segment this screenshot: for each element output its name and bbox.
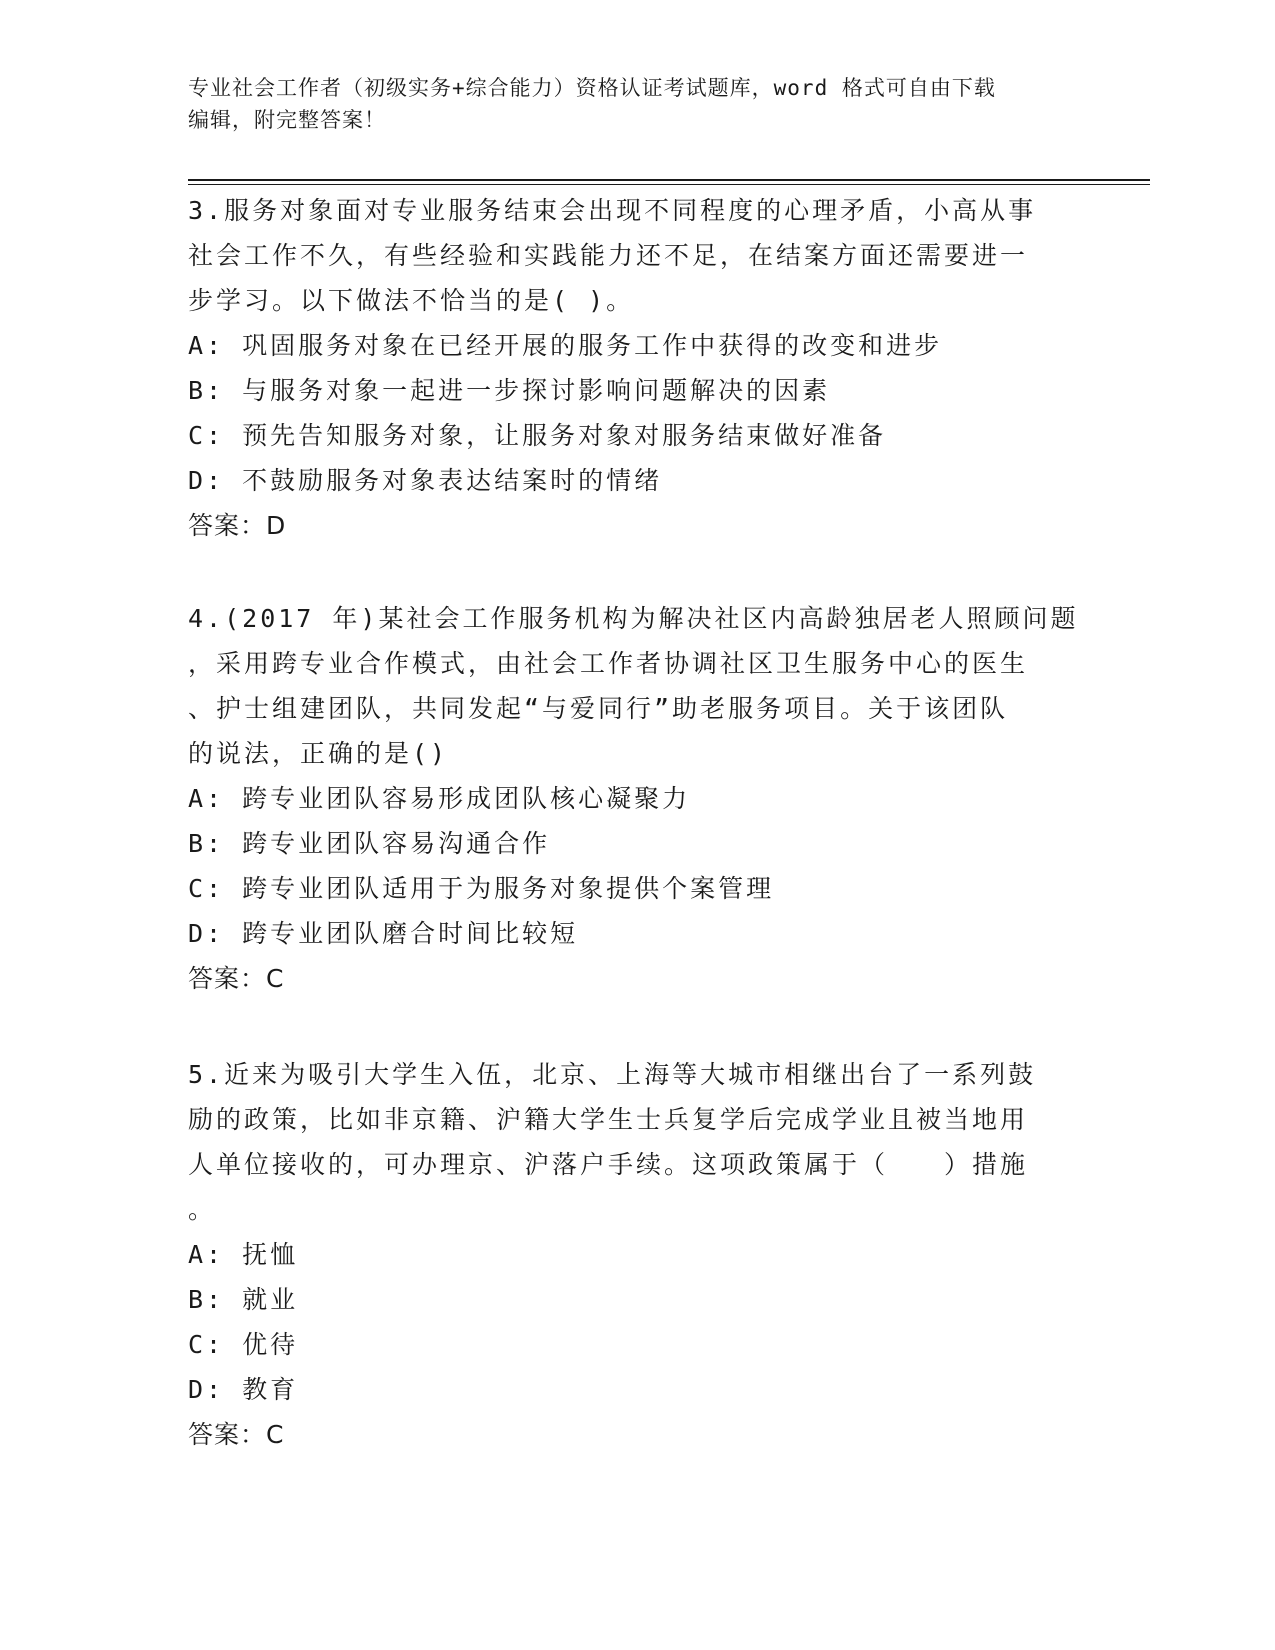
document-header bbox=[188, 72, 1088, 136]
stem-line: 步学习。以下做法不恰当的是( )。 bbox=[188, 286, 635, 315]
question-3 bbox=[188, 188, 1068, 548]
stem-line: 社会工作不久，有些经验和实践能力还不足，在结案方面还需要进一 bbox=[188, 241, 1029, 270]
stem-line: 人单位接收的，可办理京、沪落户手续。这项政策属于（ ）措施 bbox=[188, 1150, 1029, 1179]
option-c: C: 跨专业团队适用于为服务对象提供个案管理 bbox=[188, 874, 775, 903]
stem-line: 、护士组建团队，共同发起“与爱同行”助老服务项目。关于该团队 bbox=[188, 694, 1009, 723]
option-b: B: 与服务对象一起进一步探讨影响问题解决的因素 bbox=[188, 376, 831, 405]
stem-line: 4.(2017 年)某社会工作服务机构为解决社区内高龄独居老人照顾问题 bbox=[188, 604, 1079, 633]
answer-line: 答案：C bbox=[188, 1420, 285, 1449]
question-stem bbox=[188, 596, 1079, 776]
option-d: D: 教育 bbox=[188, 1375, 299, 1404]
option-a: A: 巩固服务对象在已经开展的服务工作中获得的改变和进步 bbox=[188, 331, 943, 360]
stem-line: 的说法，正确的是() bbox=[188, 739, 449, 768]
header-line-2: 编辑，附完整答案！ bbox=[188, 108, 386, 132]
option-a: A: 抚恤 bbox=[188, 1240, 299, 1269]
question-stem bbox=[188, 188, 1068, 323]
question-5 bbox=[188, 1052, 1068, 1457]
stem-line: 5.近来为吸引大学生入伍，北京、上海等大城市相继出台了一系列鼓 bbox=[188, 1060, 1037, 1089]
option-d: D: 跨专业团队磨合时间比较短 bbox=[188, 919, 579, 948]
question-4 bbox=[188, 596, 1079, 1001]
answer-line: 答案：C bbox=[188, 964, 285, 993]
stem-line: 。 bbox=[188, 1195, 217, 1224]
stem-line: 3.服务对象面对专业服务结束会出现不同程度的心理矛盾，小高从事 bbox=[188, 196, 1037, 225]
option-c: C: 预先告知服务对象，让服务对象对服务结束做好准备 bbox=[188, 421, 887, 450]
answer-line: 答案：D bbox=[188, 511, 287, 540]
header-divider-thick bbox=[188, 179, 1150, 181]
option-c: C: 优待 bbox=[188, 1330, 299, 1359]
stem-line: ，采用跨专业合作模式，由社会工作者协调社区卫生服务中心的医生 bbox=[188, 649, 1029, 678]
question-stem bbox=[188, 1052, 1068, 1232]
stem-line: 励的政策，比如非京籍、沪籍大学生士兵复学后完成学业且被当地用 bbox=[188, 1105, 1029, 1134]
option-b: B: 跨专业团队容易沟通合作 bbox=[188, 829, 551, 858]
header-line-1: 专业社会工作者（初级实务+综合能力）资格认证考试题库，word 格式可自由下载 bbox=[188, 76, 996, 100]
header-divider-thin bbox=[188, 184, 1150, 185]
option-b: B: 就业 bbox=[188, 1285, 299, 1314]
option-a: A: 跨专业团队容易形成团队核心凝聚力 bbox=[188, 784, 691, 813]
option-d: D: 不鼓励服务对象表达结案时的情绪 bbox=[188, 466, 663, 495]
